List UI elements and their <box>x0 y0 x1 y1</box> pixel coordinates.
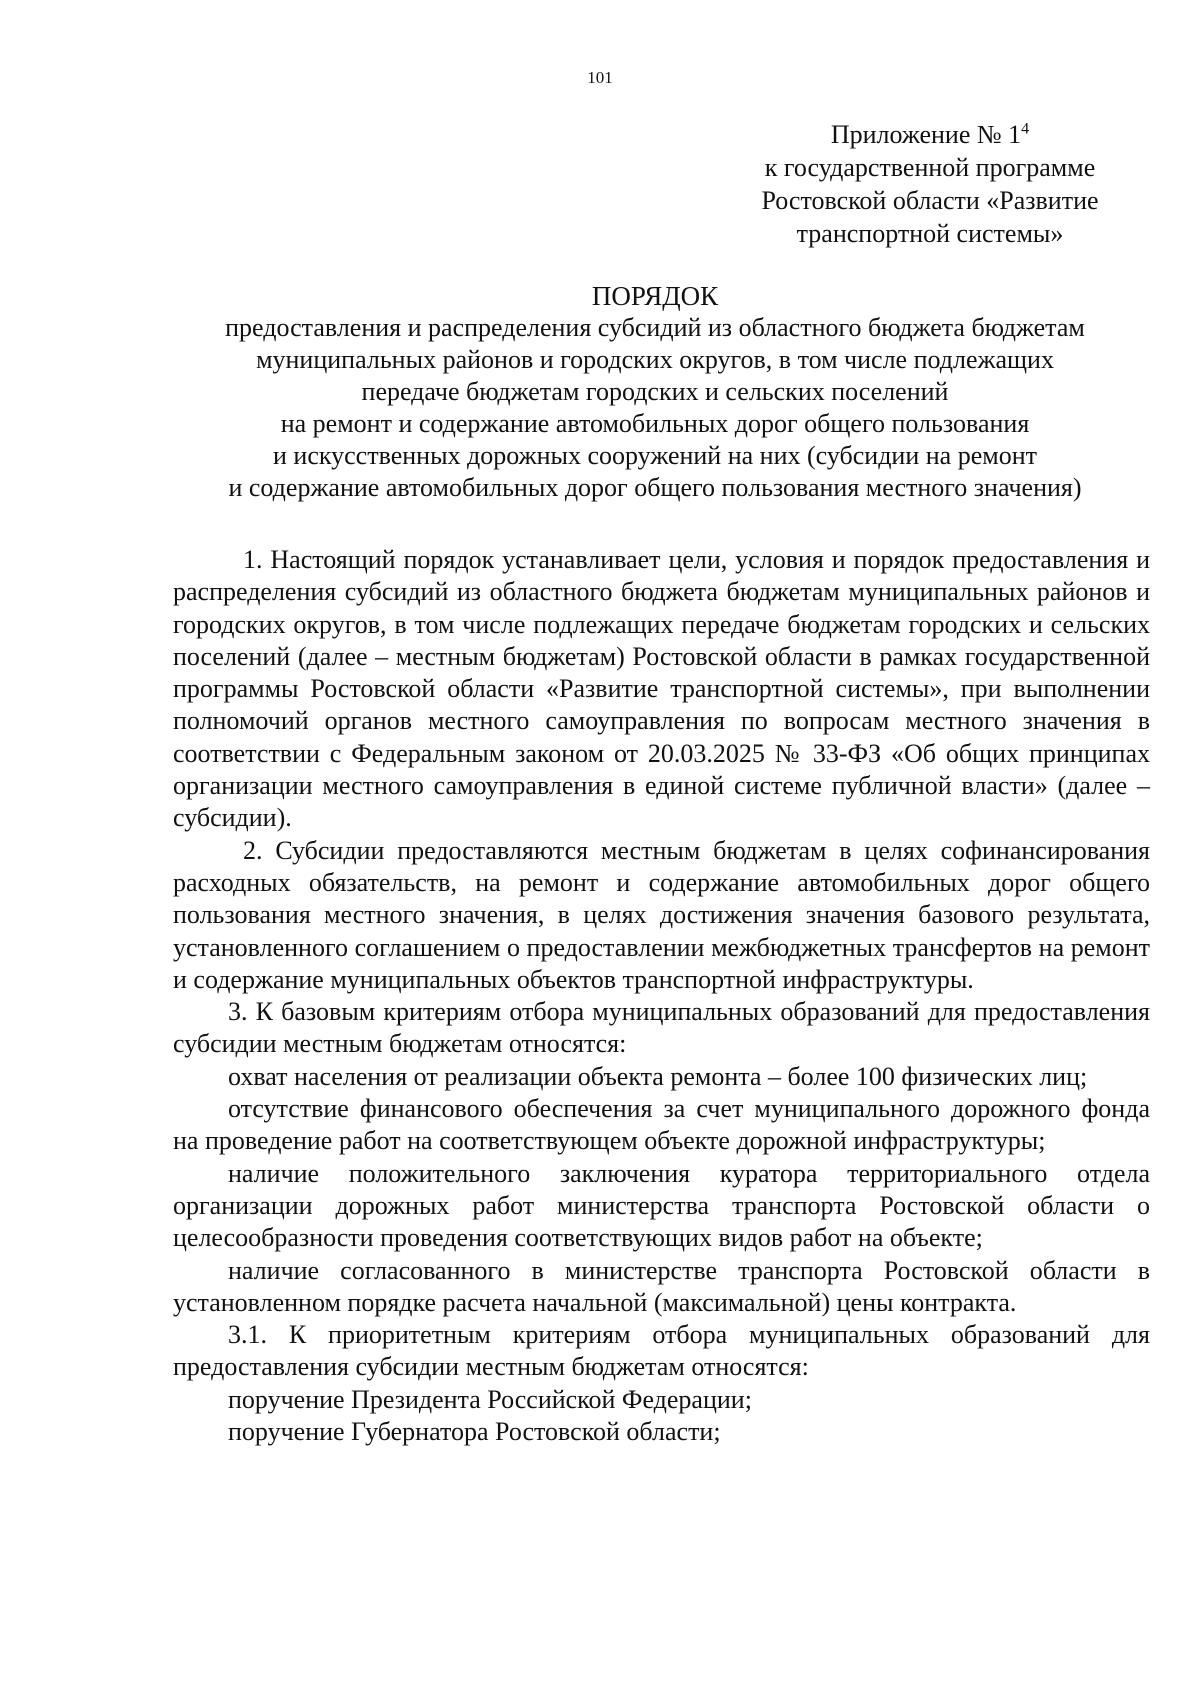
appendix-header <box>720 118 1140 250</box>
paragraph-2: 2. Субсидии предоставляются местным бюджетам в целях софинансирования расходных обязательств, на ремонт и содержание автомобильных дорог общего пользования местного значения, в целях достижения значения базового результата, установленного соглашением о предоставлении межбюджетных трансфертов на ремонт и содержание муниципальных объектов транспортной инфраструктуры. <box>173 835 1150 994</box>
document-title-block <box>120 280 1190 504</box>
appendix-line-1 <box>720 118 1140 151</box>
document-body <box>173 544 1150 1448</box>
title-line: муниципальных районов и городских округов, в том числе подлежащих <box>256 345 1054 374</box>
title-line: передаче бюджетам городских и сельских поселений <box>361 377 949 406</box>
appendix-line-4: транспортной системы» <box>796 219 1064 248</box>
criterion-population: охват населения от реализации объекта ремонта – более 100 физических лиц; <box>228 1061 1088 1091</box>
paragraph-3-1: 3.1. К приоритетным критериям отбора муниципальных образований для предоставления субсидии местным бюджетам относятся: <box>173 1320 1150 1382</box>
document-title: ПОРЯДОК <box>591 281 719 311</box>
criterion-price-calculation: наличие согласованного в министерстве транспорта Ростовской области в установленном порядке расчета начальной (максимальной) цены контракта. <box>173 1255 1150 1317</box>
priority-governor: поручение Губернатора Ростовской области; <box>228 1417 721 1447</box>
criterion-funding: отсутствие финансового обеспечения за счет муниципального дорожного фонда на проведение работ на соответствующем объекте дорожной инфраструктуры; <box>173 1094 1150 1156</box>
paragraph-1: 1. Настоящий порядок устанавливает цели, условия и порядок предоставления и распределения субсидий из областного бюджета бюджетам муниципальных районов и городских округов, в том числе подлежащих передаче бюджетам городских и сельских поселений (далее – местным бюджетам) Ростовской области в рамках государственной программы Ростовской области «Развитие транспортной системы», при выполнении полномочий органов местного самоуправления по вопросам местного значения в соответствии с Федеральным законом от 20.03.2025 № 33-ФЗ «Об общих принципах организации местного самоуправления в единой системе публичной власти» (далее – субсидии). <box>173 545 1150 833</box>
title-line: на ремонт и содержание автомобильных дорог общего пользования <box>280 409 1030 438</box>
appendix-number-superscript: 4 <box>1021 120 1030 138</box>
criterion-curator-conclusion: наличие положительного заключения куратора территориального отдела организации дорожных работ министерства транспорта Ростовской области о целесообразности проведения соответствующих видов работ на объекте; <box>173 1158 1150 1253</box>
appendix-number: Приложение № 1 <box>830 120 1022 149</box>
priority-president: поручение Президента Российской Федерации; <box>228 1384 752 1414</box>
paragraph-3: 3. К базовым критериям отбора муниципальных образований для предоставления субсидии местным бюджетам относятся: <box>173 997 1150 1059</box>
appendix-line-3: Ростовской области «Развитие <box>761 186 1099 215</box>
appendix-line-2: к государственной программе <box>764 153 1096 182</box>
page-number: 101 <box>587 68 613 87</box>
title-line: предоставления и распределения субсидий из областного бюджета бюджетам <box>225 313 1085 342</box>
title-line: и искусственных дорожных сооружений на них (субсидии на ремонт <box>273 441 1037 470</box>
title-line: и содержание автомобильных дорог общего пользования местного значения) <box>228 473 1082 502</box>
